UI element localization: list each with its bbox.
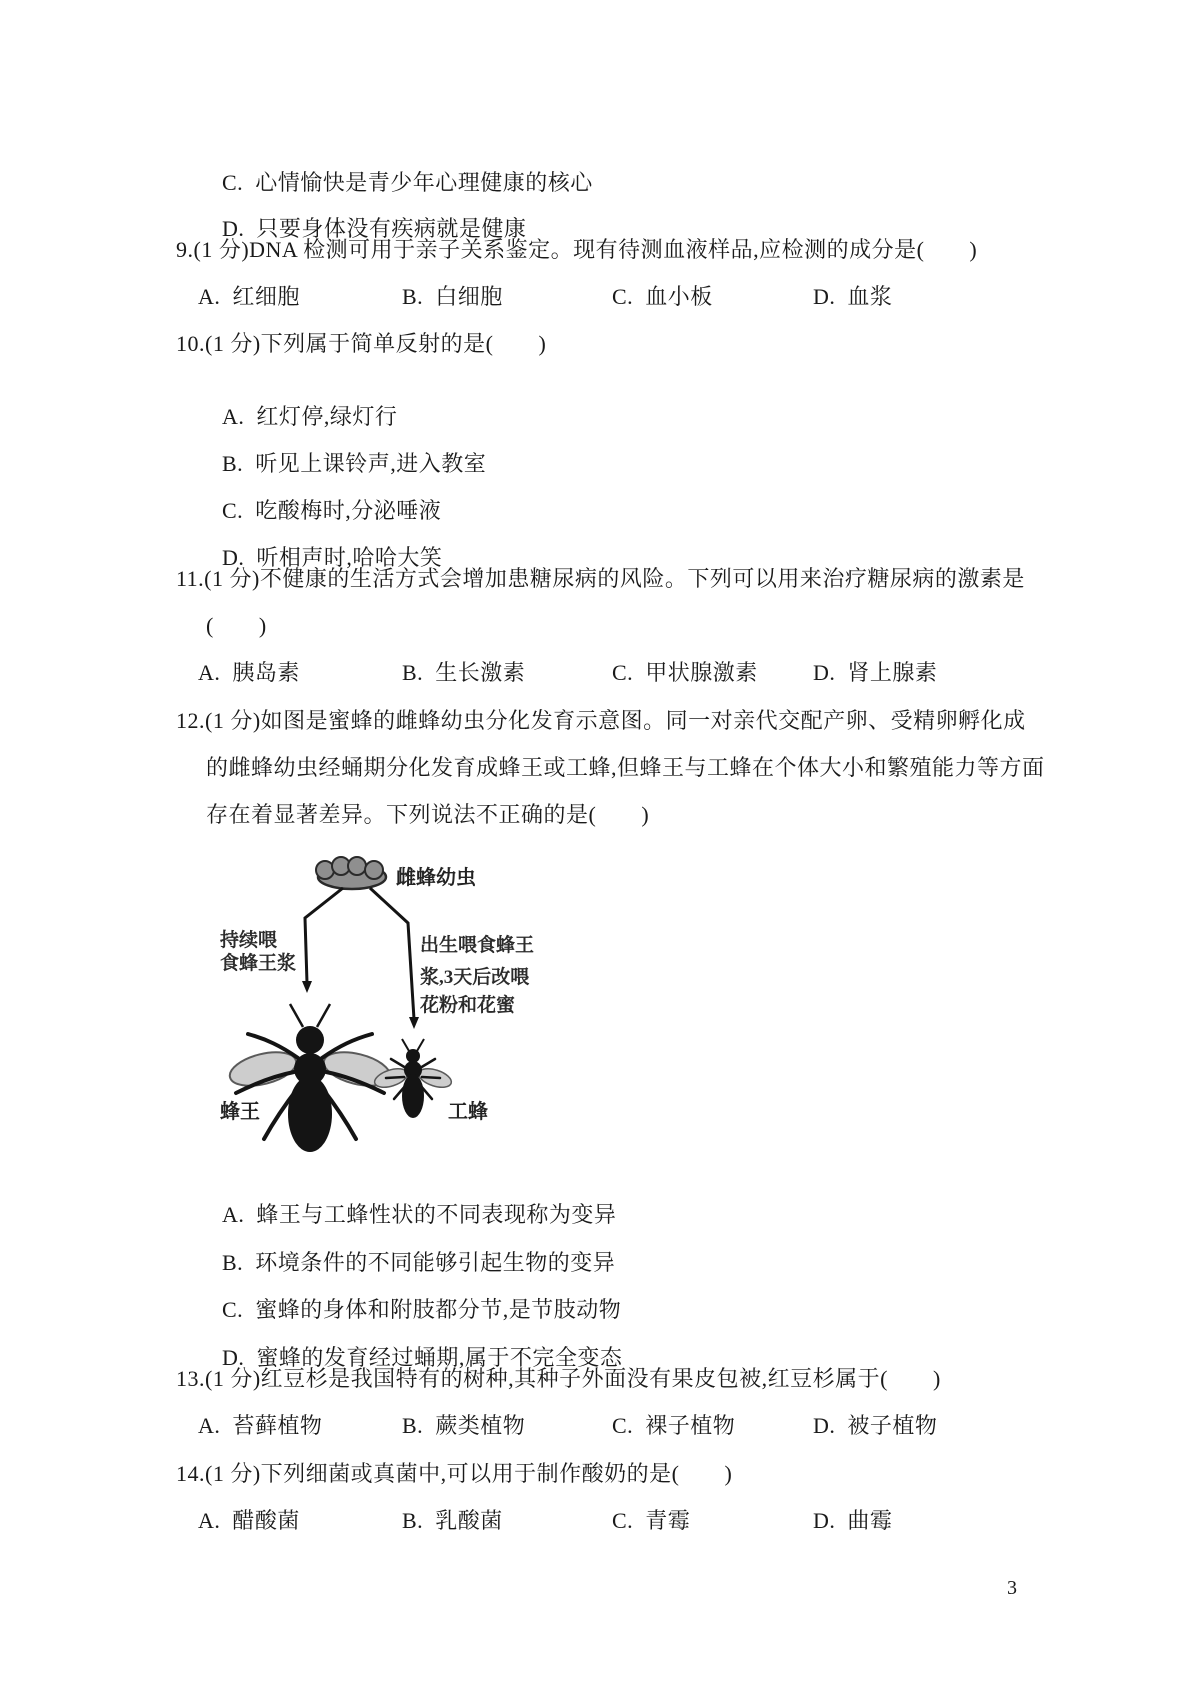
q9-options-row: [0, 284, 1200, 314]
q10-option-b: B. 听见上课铃声,进入教室: [222, 451, 487, 476]
q11-option-b: B. 生长激素: [402, 660, 526, 685]
q10-option-c: C. 吃酸梅时,分泌唾液: [222, 498, 442, 523]
q11-stem: 11.(1 分)不健康的生活方式会增加患糖尿病的风险。下列可以用来治疗糖尿病的激素是: [176, 566, 1025, 591]
q12-option-b: B. 环境条件的不同能够引起生物的变异: [222, 1250, 616, 1275]
q11-options-row: [0, 660, 1200, 690]
worker-bee-icon: [372, 1039, 453, 1118]
q10-option-d: D. 听相声时,哈哈大笑: [222, 545, 443, 570]
q12-option-a: A. 蜂王与工蜂性状的不同表现称为变异: [222, 1202, 617, 1227]
worker-label: 工蜂: [448, 1101, 488, 1123]
q11-option-d: D. 肾上腺素: [813, 660, 938, 685]
q13-option-d: D. 被子植物: [813, 1413, 938, 1438]
q10-option-a: A. 红灯停,绿灯行: [222, 404, 398, 429]
q9-option-a: A. 红细胞: [198, 284, 300, 309]
q12-option-d: D. 蜜蜂的发育经过蛹期,属于不完全变态: [222, 1345, 623, 1370]
q11-option-c: C. 甲状腺激素: [612, 660, 758, 685]
q12-stem-line2: 的雌蜂幼虫经蛹期分化发育成蜂王或工蜂,但蜂王与工蜂在个体大小和繁殖能力等方面: [206, 755, 1045, 780]
left-note-line1: 持续喂: [220, 930, 278, 951]
option-text: 只要身体没有疾病就是健康: [256, 216, 527, 241]
larva-icon: [316, 857, 386, 889]
q9-option-d: D. 血浆: [813, 284, 893, 309]
q10-stem: 10.(1 分)下列属于简单反射的是( ): [176, 331, 547, 356]
right-note-line1: 出生喂食蜂王: [420, 935, 535, 956]
q13-option-c: C. 裸子植物: [612, 1413, 736, 1438]
right-note-line2: 浆,3天后改喂: [420, 967, 530, 988]
left-arrow: [302, 888, 343, 993]
q12-stem-line1: 12.(1 分)如图是蜜蜂的雌蜂幼虫分化发育示意图。同一对亲代交配产卵、受精卵孵化成: [176, 708, 1026, 733]
q13-option-b: B. 蕨类植物: [402, 1413, 526, 1438]
bee-development-figure: [206, 850, 566, 1162]
q11-stem-continuation: ( ): [206, 613, 267, 638]
q12-stem-line3: 存在着显著差异。下列说法不正确的是( ): [206, 802, 650, 827]
q13-options-row: [0, 1413, 1200, 1443]
option-text: 心情愉快是青少年心理健康的核心: [255, 170, 593, 195]
q14-option-a: A. 醋酸菌: [198, 1508, 300, 1533]
q14-option-c: C. 青霉: [612, 1508, 691, 1533]
q14-option-b: B. 乳酸菌: [402, 1508, 503, 1533]
left-note-line2: 食蜂王浆: [220, 953, 297, 974]
q9-stem: 9.(1 分)DNA 检测可用于亲子关系鉴定。现有待测血液样品,应检测的成分是( ): [176, 237, 978, 262]
queen-label: 蜂王: [220, 1101, 260, 1123]
q13-stem: 13.(1 分)红豆杉是我国特有的树种,其种子外面没有果皮包被,红豆杉属于( ): [176, 1366, 941, 1391]
q11-option-a: A. 胰岛素: [198, 660, 300, 685]
queen-bee-icon: [226, 1004, 393, 1152]
q14-options-row: [0, 1508, 1200, 1538]
q14-option-d: D. 曲霉: [813, 1508, 893, 1533]
larva-label: 雌蜂幼虫: [396, 867, 476, 889]
q9-option-c: C. 血小板: [612, 284, 713, 309]
right-note-line3: 花粉和花蜜: [420, 995, 516, 1016]
option-label: C.: [222, 170, 244, 195]
q13-option-a: A. 苔藓植物: [198, 1413, 323, 1438]
option-label: D.: [222, 216, 245, 241]
q9-option-b: B. 白细胞: [402, 284, 503, 309]
right-arrow: [370, 888, 419, 1029]
q12-option-c: C. 蜜蜂的身体和附肢都分节,是节肢动物: [222, 1297, 622, 1322]
q14-stem: 14.(1 分)下列细菌或真菌中,可以用于制作酸奶的是( ): [176, 1461, 733, 1486]
page-number: 3: [1007, 1577, 1017, 1599]
